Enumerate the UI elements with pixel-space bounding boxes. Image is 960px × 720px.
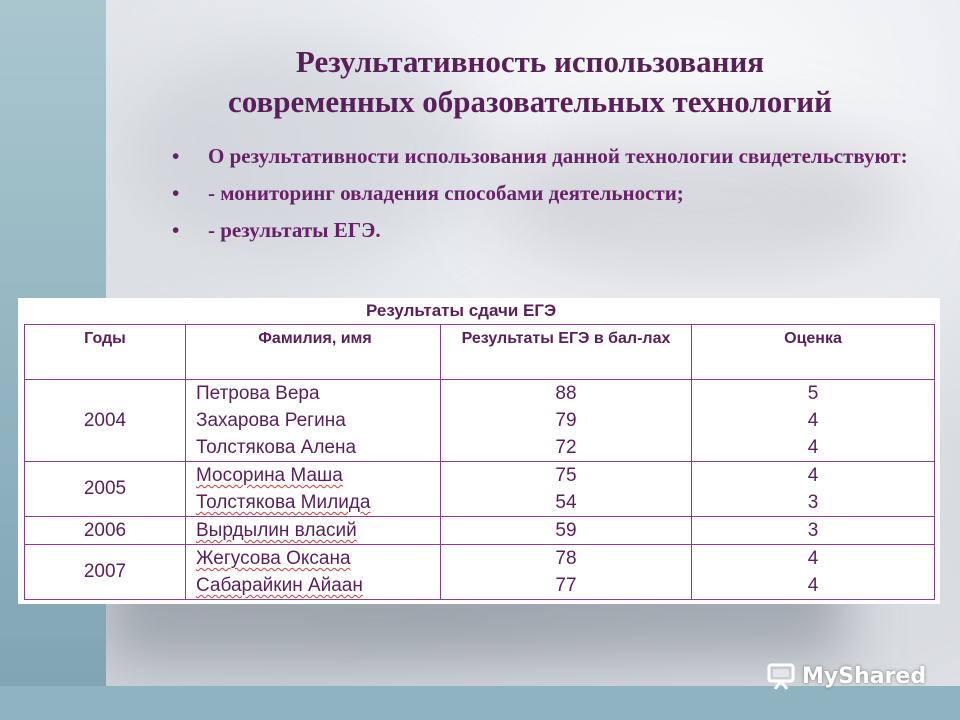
student-name: Вырдылин власий	[196, 520, 357, 541]
student-name: Петрова Вера	[196, 383, 320, 404]
table-row	[25, 517, 935, 545]
score-value: 88	[555, 383, 577, 404]
year-cell: 2007	[25, 545, 186, 600]
presentation-board-icon	[766, 661, 796, 691]
header-score: Результаты ЕГЭ в бал-лах	[441, 325, 692, 380]
bullet-item	[172, 179, 912, 207]
name-cell	[186, 380, 441, 462]
results-table	[24, 324, 935, 600]
name-cell	[186, 545, 441, 600]
student-name: Сабарайкин Айаан	[196, 575, 363, 596]
score-cell	[441, 545, 692, 600]
slide-title	[150, 42, 910, 122]
score-value: 75	[555, 465, 577, 486]
grade-cell	[692, 380, 935, 462]
table-row	[25, 462, 935, 517]
grade-value: 4	[807, 575, 819, 596]
score-cell	[441, 517, 692, 545]
grade-cell	[692, 545, 935, 600]
score-value: 79	[555, 410, 577, 431]
grade-value: 4	[807, 548, 819, 569]
score-cell	[441, 462, 692, 517]
score-value: 54	[555, 492, 577, 513]
table-row	[25, 545, 935, 600]
bullet-text: О результативности использования данной технологии свидетельствуют:	[208, 144, 908, 168]
grade-value: 5	[807, 383, 819, 404]
grade-cell	[692, 462, 935, 517]
table-caption: Результаты сдачи ЕГЭ	[366, 301, 557, 320]
table-header-row	[25, 325, 935, 380]
watermark-text: MyShared	[802, 663, 927, 689]
bullet-item	[172, 216, 912, 244]
grade-value: 4	[807, 410, 819, 431]
name-cell	[186, 517, 441, 545]
header-grade: Оценка	[692, 325, 935, 380]
year-cell: 2006	[25, 517, 186, 545]
bullet-list	[172, 142, 912, 253]
grade-value: 3	[807, 520, 819, 541]
score-value: 77	[555, 575, 577, 596]
results-table-panel	[18, 298, 940, 604]
bullet-item	[172, 142, 912, 170]
grade-value: 4	[807, 437, 819, 458]
year-cell: 2005	[25, 462, 186, 517]
student-name: Толстякова Милида	[196, 492, 371, 513]
slide-title-line: современных образовательных технологий	[227, 84, 833, 119]
score-cell	[441, 380, 692, 462]
score-value: 59	[555, 520, 577, 541]
score-value: 72	[555, 437, 577, 458]
name-cell	[186, 462, 441, 517]
student-name: Захарова Регина	[196, 410, 346, 431]
table-row	[25, 380, 935, 462]
student-name: Толстякова Алена	[196, 437, 357, 458]
student-name: Жегусова Оксана	[196, 548, 351, 569]
student-name: Мосорина Маша	[196, 465, 343, 486]
bullet-text: - мониторинг овладения способами деятельности;	[208, 181, 684, 205]
bullet-text: - результаты ЕГЭ.	[208, 218, 381, 242]
bullet-dot: •	[172, 181, 180, 205]
bullet-dot: •	[172, 218, 180, 242]
header-years: Годы	[25, 325, 186, 380]
score-value: 78	[555, 548, 577, 569]
slide-title-line: Результативность использования	[295, 44, 765, 79]
bullet-dot: •	[172, 144, 180, 168]
header-name: Фамилия, имя	[186, 325, 441, 380]
grade-value: 4	[807, 465, 819, 486]
grade-value: 3	[807, 492, 819, 513]
year-cell: 2004	[25, 380, 186, 462]
watermark	[766, 656, 926, 696]
grade-cell	[692, 517, 935, 545]
